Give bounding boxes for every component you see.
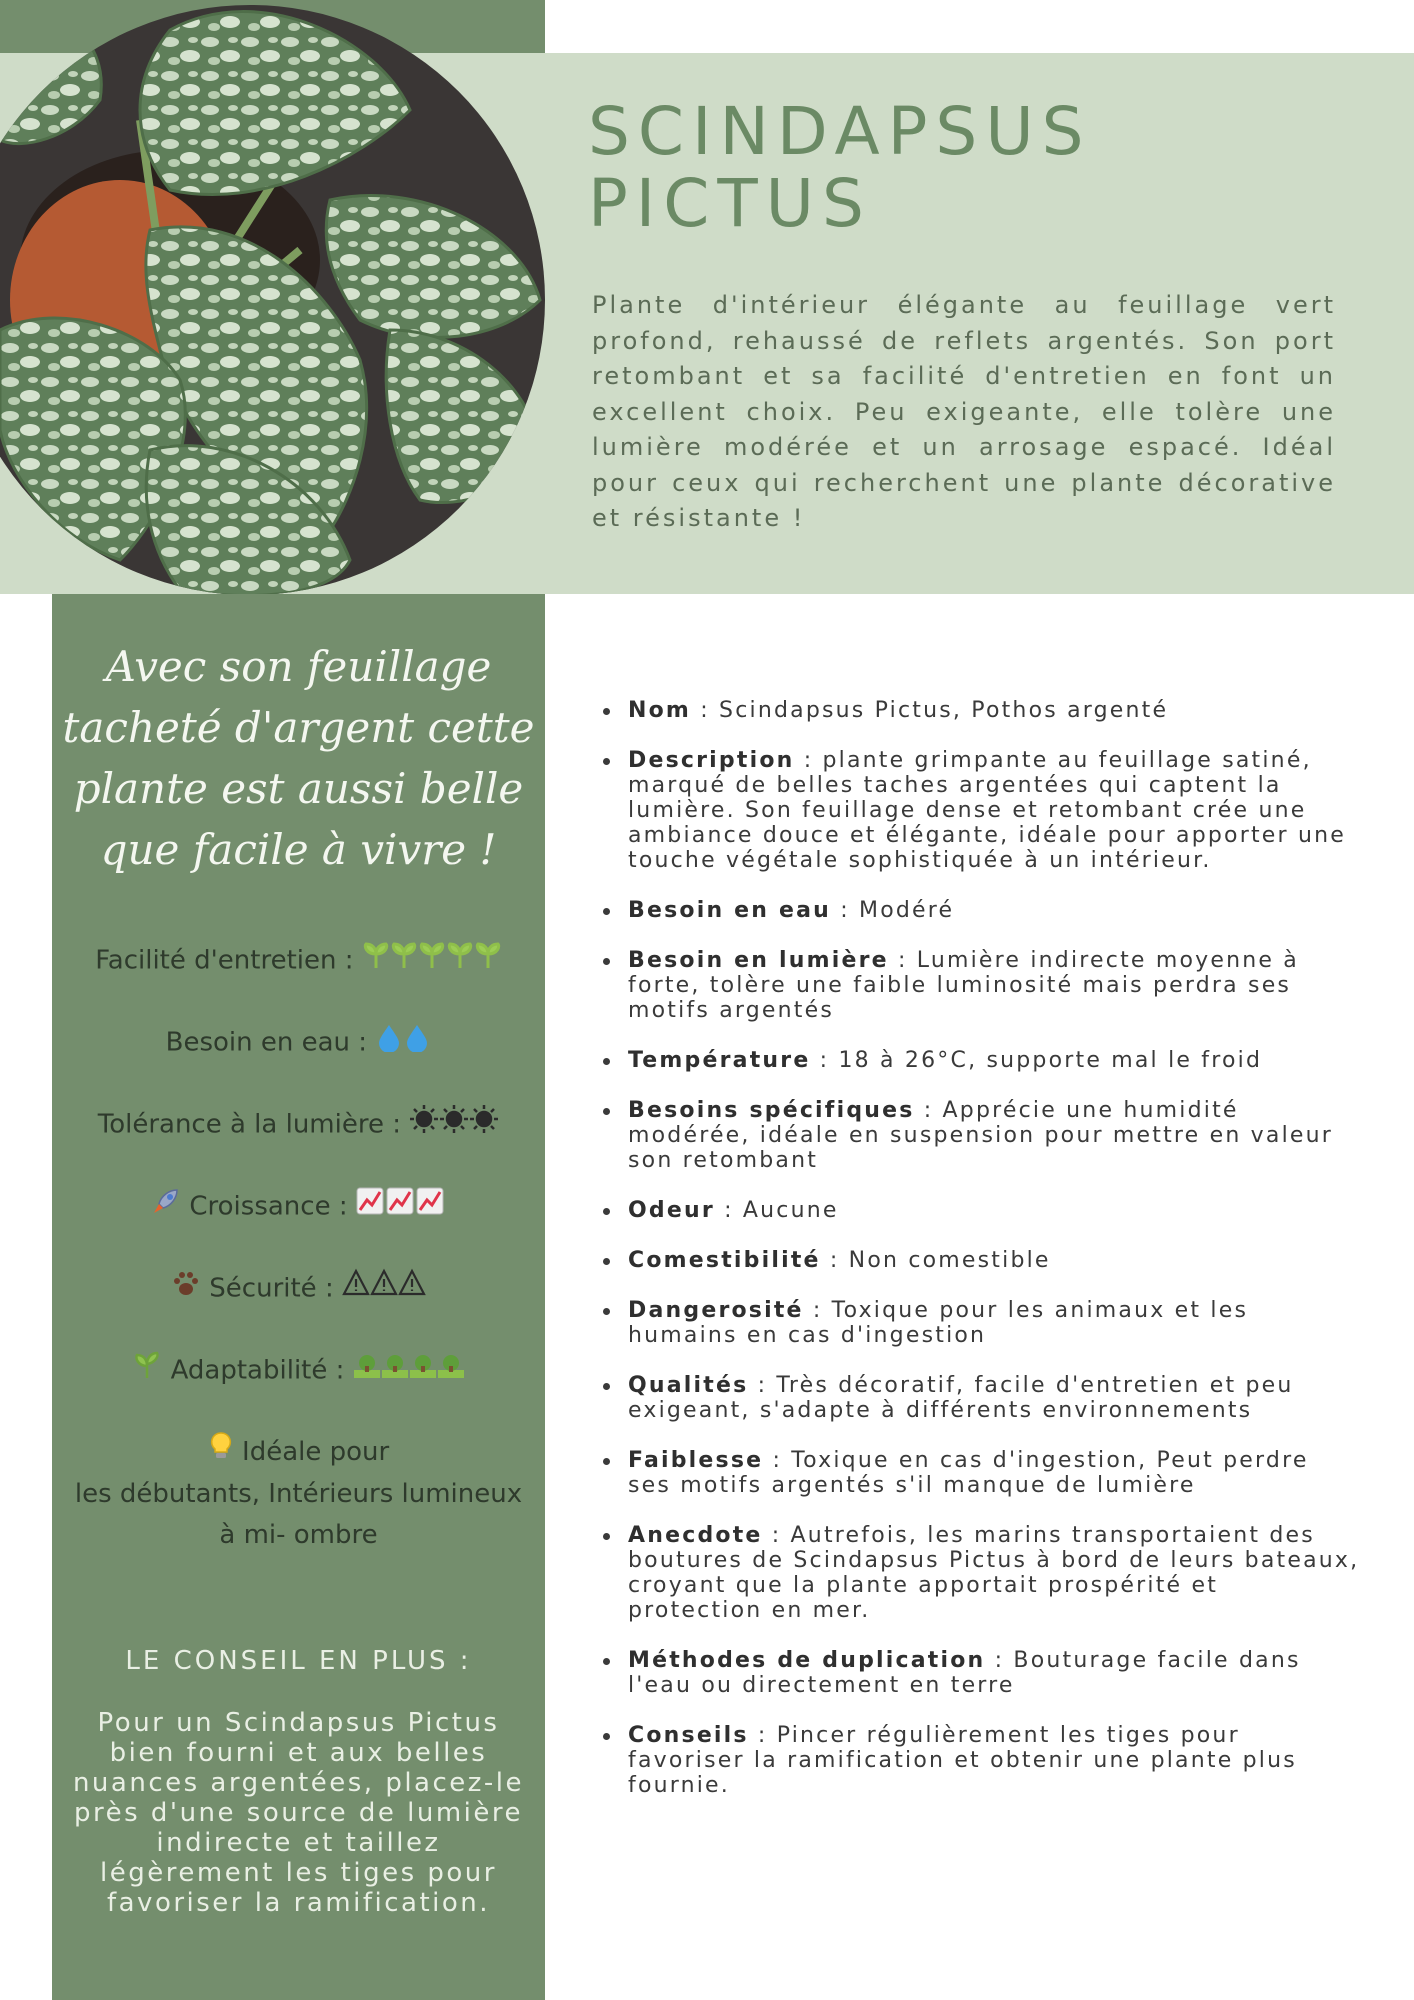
fact-label: Dangerosité xyxy=(628,1298,804,1323)
fact-text: : Aucune xyxy=(714,1198,839,1223)
fact-text: : Toxique en cas d'ingestion, Peut perdre ses motifs argentés s'il manque de lumière xyxy=(628,1448,1309,1498)
plant-photo xyxy=(0,0,545,594)
sun-icons xyxy=(409,1104,499,1146)
fact-label: Méthodes de duplication xyxy=(628,1648,986,1673)
list-item xyxy=(600,1648,1360,1698)
list-item xyxy=(600,1248,1360,1273)
page-title: SCINDAPSUS PICTUS xyxy=(588,93,1092,242)
rating-label: Croissance : xyxy=(189,1191,348,1222)
fact-label: Comestibilité xyxy=(628,1248,821,1273)
rating-securite xyxy=(52,1268,545,1310)
list-item xyxy=(600,1048,1360,1073)
sprout-icons xyxy=(362,940,502,982)
sidebar-quote: Avec son feuillage tacheté d'argent cette plante est aussi belle que facile à vivre ! xyxy=(62,642,535,874)
ideal-line-2: les débutants, Intérieurs lumineux xyxy=(74,1479,523,1509)
fact-label: Qualités xyxy=(628,1373,749,1398)
fact-label: Odeur xyxy=(628,1198,715,1223)
list-item xyxy=(600,1448,1360,1498)
intro-paragraph: Plante d'intérieur élégante au feuillage vert profond, rehaussé de reflets argentés. Son port retombant et sa facilité d'entretien en font un excellent choix. Peu exigeante, elle tolère une lumière modérée et un arrosage espacé. Idéal pour ceux qui recherchent une plante décorative et résistante ! xyxy=(592,291,1336,532)
list-item xyxy=(600,1198,1360,1223)
ideal-line-3: à mi- ombre xyxy=(219,1520,378,1550)
fact-text: : Non comestible xyxy=(820,1248,1051,1273)
ideal-for xyxy=(52,1431,545,1556)
rating-label: Facilité d'entretien : xyxy=(95,945,354,976)
water-drop-icons xyxy=(375,1022,431,1064)
fact-text: : Apprécie une humidité modérée, idéale en suspension pour mettre en valeur son retombant xyxy=(628,1098,1334,1173)
rating-label: Tolérance à la lumière : xyxy=(97,1109,401,1140)
facts-list xyxy=(600,698,1360,1823)
fact-label: Description xyxy=(628,748,795,773)
tip-title: LE CONSEIL EN PLUS : xyxy=(125,1646,472,1676)
list-item xyxy=(600,1723,1360,1798)
fact-text: : Très décoratif, facile d'entretien et peu exigeant, s'adapte à différents environnements xyxy=(628,1373,1294,1423)
fact-text: : Bouturage facile dans l'eau ou directement en terre xyxy=(628,1648,1301,1698)
fact-text: : Modéré xyxy=(831,898,955,923)
list-item xyxy=(600,948,1360,1023)
fact-label: Besoins spécifiques xyxy=(628,1098,915,1123)
fact-text: : Toxique pour les animaux et les humains en cas d'ingestion xyxy=(628,1298,1249,1348)
rating-label: Besoin en eau : xyxy=(165,1027,368,1058)
fact-label: Température xyxy=(628,1048,811,1073)
chart-up-icons xyxy=(356,1186,446,1228)
fact-label: Besoin en eau xyxy=(628,898,832,923)
rating-croissance xyxy=(52,1186,545,1228)
rating-label: Adaptabilité : xyxy=(170,1355,345,1386)
fact-label: Anecdote xyxy=(628,1523,763,1548)
ideal-line-1 xyxy=(52,1431,545,1474)
lightbulb-icon xyxy=(208,1431,234,1474)
fact-text: : Autrefois, les marins transportaient des boutures de Scindapsus Pictus à bord de leurs bateaux, croyant que la plante apportait prospérité et protection en mer. xyxy=(628,1523,1360,1623)
fact-text: : Pincer régulièrement les tiges pour favoriser la ramification et obtenir une plante plus fournie. xyxy=(628,1723,1297,1798)
rating-label: Sécurité : xyxy=(209,1273,334,1304)
list-item xyxy=(600,898,1360,923)
fact-label: Faiblesse xyxy=(628,1448,764,1473)
fact-text: : Lumière indirecte moyenne à forte, tolère une faible luminosité mais perdra ses motifs argentés xyxy=(628,948,1299,1023)
fact-label: Conseils xyxy=(628,1723,749,1748)
paw-icon xyxy=(171,1268,201,1310)
rocket-icon xyxy=(151,1186,181,1228)
rating-lumiere xyxy=(52,1104,545,1146)
fact-text: : Scindapsus Pictus, Pothos argenté xyxy=(691,698,1169,723)
fact-text: : plante grimpante au feuillage satiné, marqué de belles taches argentées qui captent la lumière. Son feuillage dense et retombant crée une ambiance douce et élégante, idéale pour apporter une touche végétale sophistiquée à un intérieur. xyxy=(628,748,1346,873)
fact-label: Nom xyxy=(628,698,692,723)
list-item xyxy=(600,1098,1360,1173)
ideal-label: Idéale pour xyxy=(242,1437,390,1467)
tip-body: Pour un Scindapsus Pictus bien fourni et aux belles nuances argentées, placez-le près d'une source de lumière indirecte et taillez légèrement les tiges pour favoriser la ramification. xyxy=(72,1708,525,1918)
list-item xyxy=(600,748,1360,873)
rating-adaptabilite xyxy=(52,1350,545,1392)
list-item xyxy=(600,698,1360,723)
rating-eau xyxy=(52,1022,545,1064)
warning-icons xyxy=(342,1268,426,1310)
seedling-icon xyxy=(132,1350,162,1392)
park-icons xyxy=(353,1350,465,1392)
plant-illustration xyxy=(0,0,545,594)
fact-text: : 18 à 26°C, supporte mal le froid xyxy=(810,1048,1263,1073)
list-item xyxy=(600,1523,1360,1623)
list-item xyxy=(600,1298,1360,1348)
fact-label: Besoin en lumière xyxy=(628,948,889,973)
list-item xyxy=(600,1373,1360,1423)
rating-entretien xyxy=(52,940,545,982)
